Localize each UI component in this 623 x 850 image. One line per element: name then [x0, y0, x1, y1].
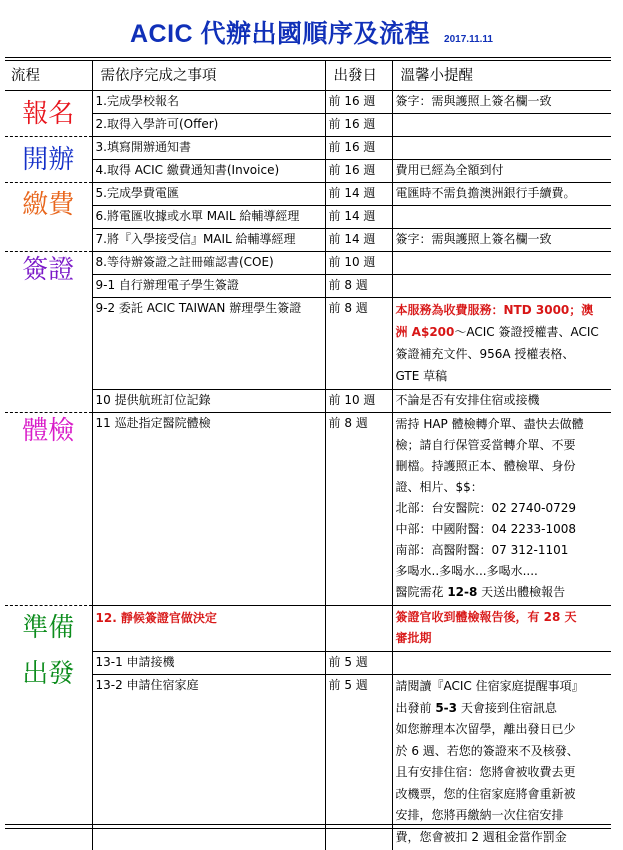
- tip-cell: [392, 652, 611, 675]
- table-row: [5, 160, 611, 183]
- tip-text-bold: 5-3: [435, 700, 458, 715]
- departure-cell: 前 8 週: [325, 275, 392, 298]
- tip-text: 多喝水..多喝水...多喝水....: [395, 564, 538, 578]
- stage-visa: 簽證: [5, 252, 92, 413]
- tip-text: 請閱讀『ACIC 住宿家庭提醒事項』: [395, 679, 584, 693]
- tip-cell: [392, 275, 611, 298]
- departure-cell: 前 10 週: [325, 390, 392, 413]
- departure-cell: 前 8 週: [325, 413, 392, 606]
- tip-text: 改機票，您的住宿家庭將會重新被: [395, 786, 576, 801]
- table-row: [5, 606, 611, 652]
- step-cell: 9-1 自行辦理電子學生簽證: [92, 275, 325, 298]
- tip-text: 費，您會被扣 2 週租金當作罰金: [395, 829, 567, 844]
- table-row: [5, 137, 611, 160]
- tip-cell: [392, 114, 611, 137]
- tip-cell: [392, 606, 611, 652]
- step-cell: 6.將電匯收據或水單 MAIL 給輔導經理: [92, 206, 325, 229]
- tip-text: 需持 HAP 體檢轉介單、盡快去做體: [395, 417, 584, 431]
- table-row: [5, 413, 611, 606]
- departure-cell: 前 14 週: [325, 229, 392, 252]
- table-bottom-border-double: [5, 828, 611, 829]
- stage-health: 體檢: [5, 413, 92, 606]
- table-row: [5, 183, 611, 206]
- tip-text: 檢；請自行保管妥當轉介單、不要: [395, 438, 576, 452]
- table-header-row: [5, 61, 611, 91]
- table-row: [5, 252, 611, 275]
- header-flow: 流程: [5, 61, 92, 91]
- stage-pay: 繳費: [5, 183, 92, 252]
- step-cell: 7.將『入學接受信』MAIL 給輔導經理: [92, 229, 325, 252]
- step-cell: 13-2 申請住宿家庭: [92, 675, 325, 850]
- stage-prepare-line2: 出發: [22, 659, 75, 689]
- departure-cell: 前 10 週: [325, 252, 392, 275]
- tip-text: 刪檔。持護照正本、體檢單、身份: [395, 459, 576, 473]
- visa-review-note: 審批期: [395, 631, 432, 645]
- departure-cell: 前 14 週: [325, 183, 392, 206]
- tip-text-part: 醫院需花: [395, 585, 448, 599]
- table-row: [5, 114, 611, 137]
- departure-cell: 前 16 週: [325, 160, 392, 183]
- tip-cell: 費用已經為全額到付: [392, 160, 611, 183]
- tip-text: 如您辦理本次留學，離出發日已少: [395, 722, 576, 736]
- table-row: [5, 390, 611, 413]
- step-cell: 11 巡赴指定醫院體檢: [92, 413, 325, 606]
- table-row: [5, 229, 611, 252]
- process-table: [5, 60, 611, 850]
- step-cell: 13-1 申請接機: [92, 652, 325, 675]
- stage-apply: 報名: [5, 91, 92, 137]
- tip-cell: [392, 137, 611, 160]
- tip-text: 於 6 週、若您的簽證來不及核發、: [395, 743, 579, 758]
- tip-text: [396, 698, 609, 720]
- stage-open: 開辦: [5, 137, 92, 183]
- header-departure: 出發日: [325, 61, 392, 91]
- table-bottom-border: [5, 824, 611, 825]
- header-tips: 溫馨小提醒: [392, 61, 611, 91]
- document-date: 2017.11.11: [444, 34, 493, 45]
- tip-text: 安排，您將再繳納一次住宿安排: [395, 808, 564, 822]
- step-cell: 8.等待辦簽證之註冊確認書(COE): [92, 252, 325, 275]
- departure-cell: 前 8 週: [325, 298, 392, 390]
- hospital-central: 中部：中國附醫：04 2233-1008: [395, 522, 576, 536]
- tip-text: 證、相片、$$：: [395, 480, 483, 494]
- step-cell: 10 提供航班訂位記錄: [92, 390, 325, 413]
- tip-text: GTE 草稿: [395, 369, 448, 383]
- departure-cell: 前 5 週: [325, 675, 392, 850]
- hospital-north: 北部：台安醫院：02 2740-0729: [395, 501, 576, 515]
- stage-prepare-line1: 準備: [22, 613, 75, 643]
- departure-cell: 前 5 週: [325, 652, 392, 675]
- step-cell: 1.完成學校報名: [92, 91, 325, 114]
- step-cell: 12. 靜候簽證官做決定: [92, 606, 325, 652]
- table-row: [5, 275, 611, 298]
- tip-text-part: 出發前: [395, 700, 436, 715]
- tip-text: 簽證補充文件、956A 授權表格、: [395, 347, 575, 361]
- table-row: [5, 91, 611, 114]
- tip-cell: 簽字：需與護照上簽名欄一致: [392, 91, 611, 114]
- tip-text-part: 天會接到住宿訊息: [457, 700, 557, 715]
- tip-cell: 不論是否有安排住宿或接機: [392, 390, 611, 413]
- tip-cell: 電匯時不需負擔澳洲銀行手續費。: [392, 183, 611, 206]
- tip-text: [396, 582, 609, 603]
- step-cell: 2.取得入學許可(Offer): [92, 114, 325, 137]
- visa-fee-note: 本服務為收費服務：NTD 3000；澳: [395, 303, 594, 317]
- step-cell: 5.完成學費電匯: [92, 183, 325, 206]
- table-row: [5, 298, 611, 390]
- tip-text-bold: 12-8: [447, 585, 478, 599]
- hospital-south: 南部：高醫附醫：07 312-1101: [395, 543, 569, 557]
- stage-prepare: [5, 606, 92, 850]
- header-steps: 需依序完成之事項: [92, 61, 325, 91]
- departure-cell: 前 16 週: [325, 137, 392, 160]
- tip-cell: [392, 252, 611, 275]
- step-cell: 9-2 委託 ACIC TAIWAN 辦理學生簽證: [92, 298, 325, 390]
- table-top-border: [5, 57, 611, 58]
- table-row: [5, 206, 611, 229]
- tip-cell: [392, 298, 611, 390]
- tip-cell: [392, 413, 611, 606]
- tip-text: 且有安排住宿：您將會被收費去更: [395, 765, 576, 779]
- table-row: [5, 652, 611, 675]
- visa-fee-amount: 洲 A$200: [395, 325, 455, 339]
- tip-cell: [392, 206, 611, 229]
- document-title: ACIC 代辦出國順序及流程: [129, 20, 431, 48]
- departure-cell: 前 16 週: [325, 91, 392, 114]
- step-cell: 4.取得 ACIC 繳費通知書(Invoice): [92, 160, 325, 183]
- visa-review-note: 簽證官收到體檢報告後，有 28 天: [395, 610, 577, 624]
- departure-cell: 前 16 週: [325, 114, 392, 137]
- tip-text-part: 天送出體檢報告: [477, 585, 566, 599]
- document-header: [0, 14, 623, 50]
- tip-cell: 簽字：需與護照上簽名欄一致: [392, 229, 611, 252]
- step-cell: 3.填寫開辦通知書: [92, 137, 325, 160]
- departure-cell: 前 14 週: [325, 206, 392, 229]
- departure-cell: [325, 606, 392, 652]
- tip-text: ～ACIC 簽證授權書、ACIC: [454, 325, 599, 339]
